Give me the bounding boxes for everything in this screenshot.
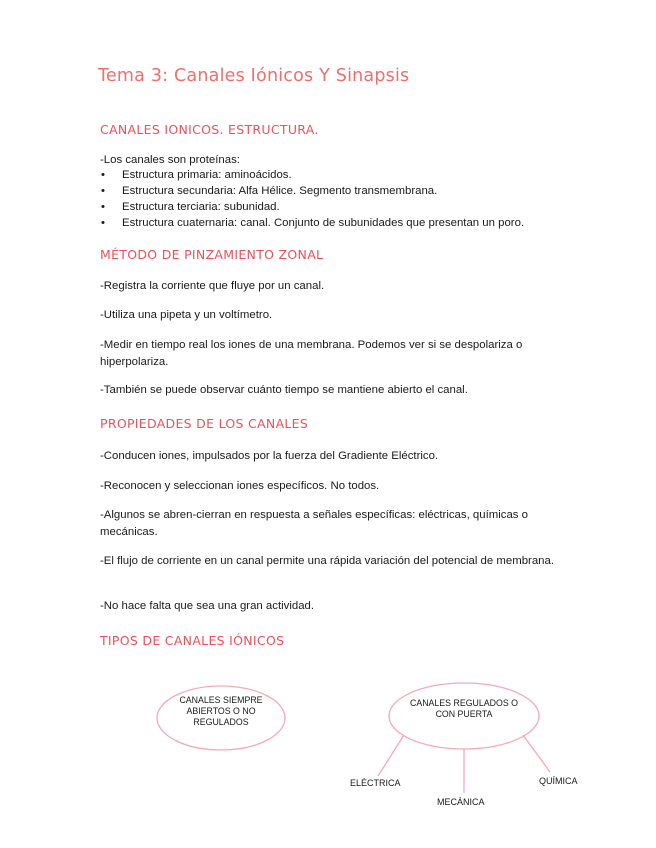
- list-item-text: Estructura terciaria: subunidad.: [122, 201, 280, 213]
- metodo-paragraph-3: -Medir en tiempo real los iones de una membrana. Podemos ver si se despolariza o hiperpolariza.: [100, 339, 523, 368]
- list-item-text: Estructura primaria: aminoácidos.: [122, 169, 292, 181]
- page-title: Tema 3: Canales Iónicos Y Sinapsis: [98, 66, 410, 86]
- list-item: [100, 215, 524, 231]
- list-item-text: Estructura cuaternaria: canal. Conjunto de subunidades que presentan un poro.: [122, 217, 525, 229]
- heading-metodo: MÉTODO DE PINZAMIENTO ZONAL: [100, 247, 324, 262]
- edge-to-quimica: [523, 735, 550, 772]
- node-label-left: CANALES SIEMPRE ABIERTOS O NO REGULADOS: [179, 695, 263, 727]
- canales-tipos-diagram: [0, 660, 656, 840]
- node-label-right: CANALES REGULADOS O CON PUERTA: [409, 698, 519, 719]
- heading-propiedades: PROPIEDADES DE LOS CANALES: [100, 416, 309, 431]
- propiedades-paragraph-1: -Conducen iones, impulsados por la fuerza del Gradiente Eléctrico.: [100, 450, 439, 462]
- list-item: [100, 199, 524, 215]
- metodo-paragraph-2: -Utiliza una pipeta y un voltímetro.: [100, 309, 273, 321]
- leaf-label-mecanica: MECÁNICA: [437, 797, 485, 807]
- list-item: [100, 167, 524, 183]
- estructura-bullet-list: [100, 167, 524, 231]
- heading-estructura: CANALES IONICOS. ESTRUCTURA.: [100, 122, 319, 137]
- propiedades-paragraph-3: -Algunos se abren-cierran en respuesta a señales específicas: eléctricas, químicas o mecánicas.: [100, 509, 528, 538]
- propiedades-paragraph-4: -El flujo de corriente en un canal permite una rápida variación del potencial de membrana.: [100, 555, 554, 567]
- bullet-glyph: •: [101, 169, 105, 181]
- list-item: [100, 183, 524, 199]
- bullet-glyph: •: [101, 217, 105, 229]
- list-item-text: Estructura secundaria: Alfa Hélice. Segmento transmembrana.: [122, 185, 438, 197]
- diagram-canvas: [0, 660, 656, 840]
- edge-to-electrica: [378, 735, 404, 776]
- estructura-intro: -Los canales son proteínas:: [100, 154, 240, 166]
- heading-tipos: TIPOS DE CANALES IÓNICOS: [100, 633, 285, 648]
- bullet-glyph: •: [101, 201, 105, 213]
- leaf-label-quimica: QUÍMICA: [539, 776, 578, 786]
- leaf-label-electrica: ELÉCTRICA: [350, 778, 401, 788]
- propiedades-paragraph-2: -Reconocen y seleccionan iones específicos. No todos.: [100, 480, 380, 492]
- metodo-paragraph-4: -También se puede observar cuánto tiempo se mantiene abierto el canal.: [100, 384, 468, 396]
- propiedades-paragraph-5: -No hace falta que sea una gran actividad.: [100, 600, 315, 612]
- metodo-paragraph-1: -Registra la corriente que fluye por un canal.: [100, 280, 325, 292]
- bullet-glyph: •: [101, 185, 105, 197]
